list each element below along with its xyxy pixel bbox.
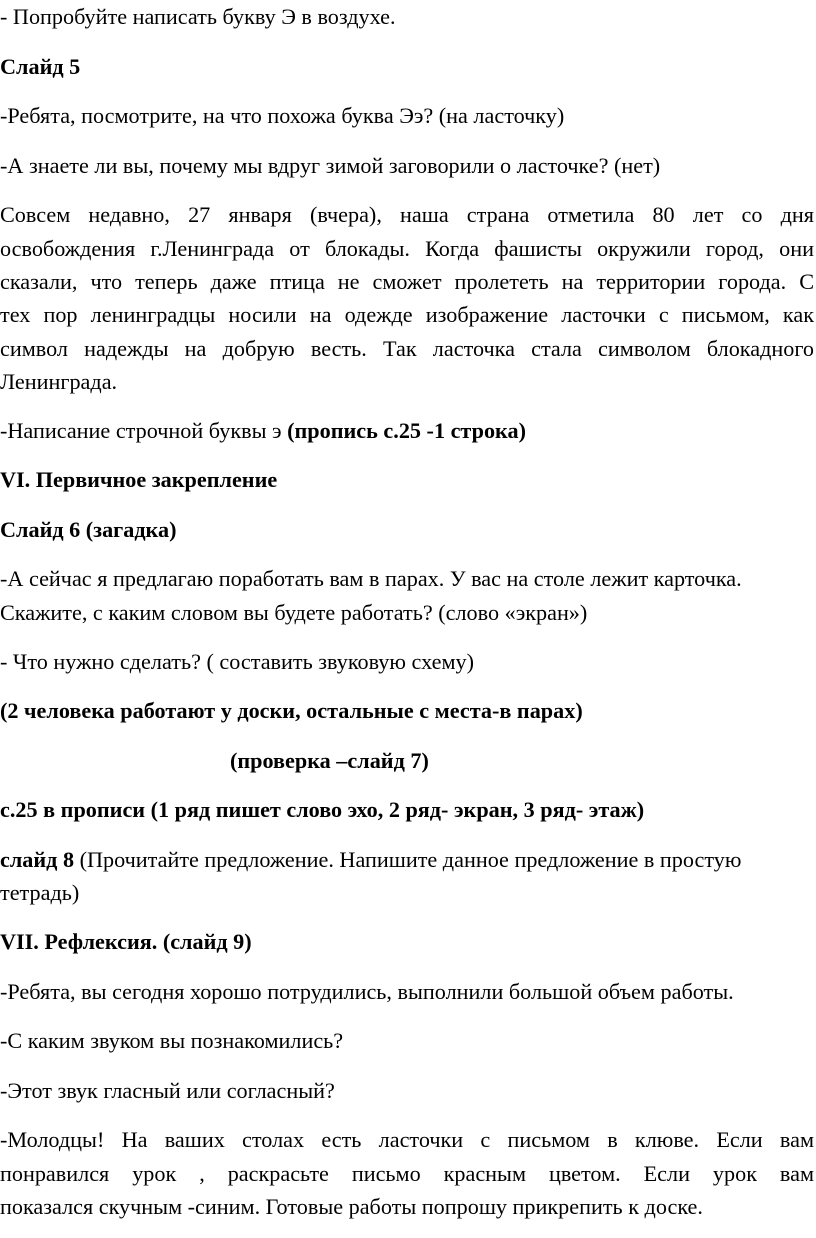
slide-6-heading: Слайд 6 (загадка) — [0, 517, 177, 542]
paragraph-line: тетрадь) — [0, 880, 80, 905]
slide-5-heading: Слайд 5 — [0, 54, 81, 79]
paragraph-line: Ленинграда. — [0, 369, 118, 394]
section-vii-heading: VII. Рефлексия. (слайд 9) — [0, 929, 252, 954]
question-line: - Что нужно сделать? ( составить звуковую схему) — [0, 649, 474, 674]
writing-task-text: -Написание строчной буквы э — [0, 418, 288, 443]
board-work-line: (2 человека работают у доски, остальные с места-в парах) — [0, 698, 583, 723]
paragraph-line: сказали, что теперь даже птица не сможет пролететь на территории города. С — [0, 269, 814, 294]
reflection-line: -Ребята, вы сегодня хорошо потрудились, выполнили большой объем работы. — [0, 979, 734, 1004]
check-slide-7-line: (проверка –слайд 7) — [230, 748, 429, 773]
slide-8-text: (Прочитайте предложение. Напишите данное предложение в простую — [74, 847, 742, 872]
question-line: -А знаете ли вы, почему мы вдруг зимой заговорили о ласточке? (нет) — [0, 153, 661, 178]
paragraph-line: -Молодцы! На ваших столах есть ласточки с письмом в клюве. Если вам — [0, 1127, 814, 1152]
paragraph-line: тех пор ленинградцы носили на одежде изображение ласточки с письмом, как — [0, 302, 814, 327]
writing-task-bold: (пропись с.25 -1 строка) — [287, 418, 526, 443]
question-line: -Ребята, посмотрите, на что похожа буква Ээ? (на ласточку) — [0, 103, 565, 128]
slide-8-label: слайд 8 — [0, 847, 75, 872]
section-vi-heading: VI. Первичное закрепление — [0, 467, 278, 492]
instruction-line: - Попробуйте написать букву Э в воздухе. — [0, 4, 396, 29]
paragraph-line: понравился урок , раскрасьте письмо красным цветом. Если урок вам — [0, 1161, 814, 1186]
paragraph-line: символ надежды на добрую весть. Так ласточка стала символом блокадного — [0, 336, 814, 361]
paragraph-line: -А сейчас я предлагаю поработать вам в парах. У вас на столе лежит карточка. — [0, 566, 742, 591]
copybook-task-line: с.25 в прописи (1 ряд пишет слово эхо, 2 ряд- экран, 3 ряд- этаж) — [0, 797, 645, 822]
paragraph-line: освобождения г.Ленинграда от блокады. Когда фашисты окружили город, они — [0, 236, 814, 261]
paragraph-line: Совсем недавно, 27 января (вчера), наша страна отметила 80 лет со дня — [0, 202, 814, 227]
paragraph-line: Скажите, с каким словом вы будете работать? (слово «экран») — [0, 600, 588, 625]
question-line: -Этот звук гласный или согласный? — [0, 1078, 335, 1103]
writing-task-line — [0, 414, 814, 448]
question-line: -С каким звуком вы познакомились? — [0, 1028, 344, 1053]
paragraph-line: показался скучным -синим. Готовые работы попрошу прикрепить к доске. — [0, 1194, 703, 1219]
paragraph-line — [0, 843, 814, 877]
